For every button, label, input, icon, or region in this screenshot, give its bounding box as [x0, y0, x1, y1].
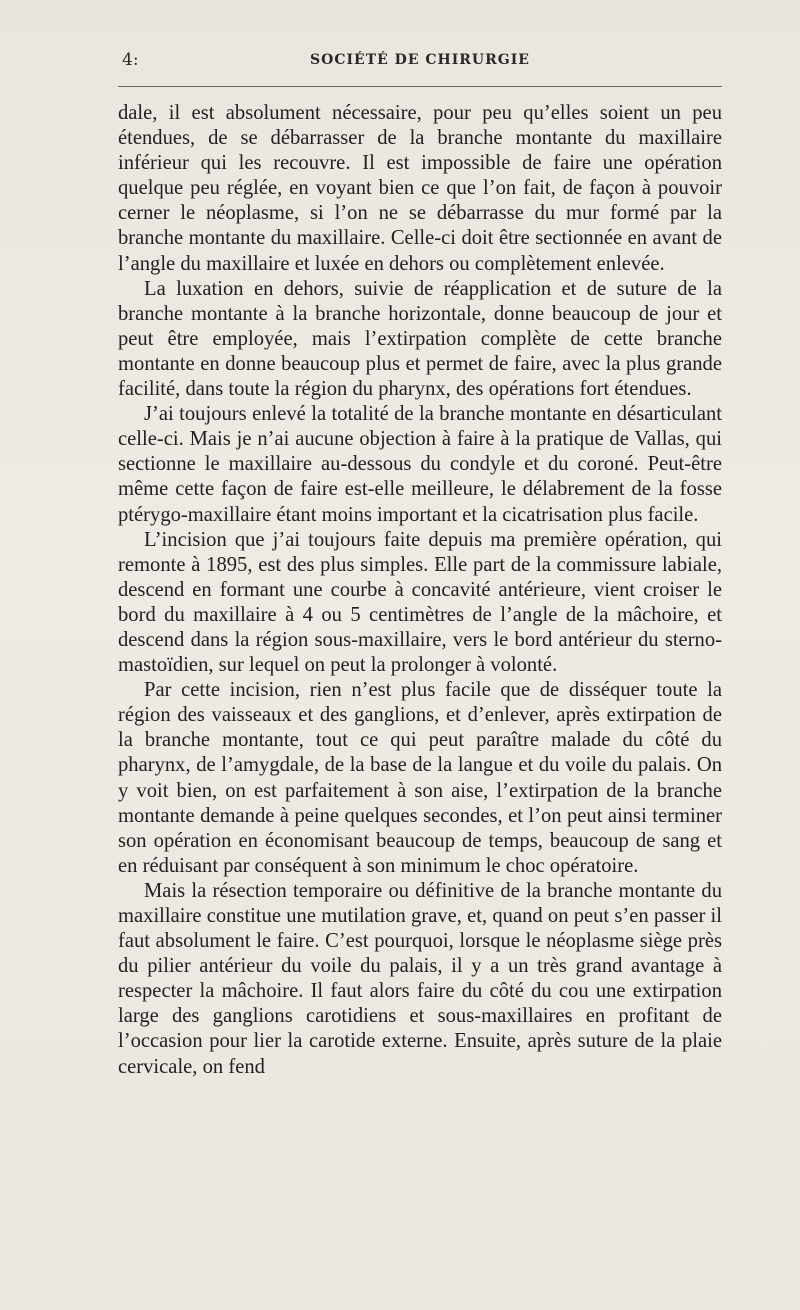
paragraph: dale, il est absolument nécessaire, pour peu qu’elles soient un peu étendues, de se débarrasser de la branche montante du maxillaire inférieur qui les recouvre. Il est impossible de faire une opération quelque peu réglée, en voyant bien ce que l’on fait, de façon à pouvoir cerner le néoplasme, si l’on ne se débarrasse du mur formé par la branche montante du maxillaire. Celle-ci doit être sectionnée en avant de l’angle du maxillaire et luxée en dehors ou complètement enlevée.: [118, 102, 722, 275]
body-text: [118, 101, 722, 1080]
paragraph: Mais la résection temporaire ou définitive de la branche montante du maxillaire constitue une mutilation grave, et, quand on peut s’en passer il faut absolument le faire. C’est pourquoi, lorsque le néoplasme siège près du pilier antérieur du voile du palais, il y a un très grand avantage à respecter la mâchoire. Il faut alors faire du côté du cou une extirpation large des ganglions carotidiens et sous-maxillaires en profitant de l’occasion pour lier la carotide externe. Ensuite, après suture de la plaie cervicale, on fend: [118, 879, 722, 1078]
running-head: SOCIÉTÉ DE CHIRURGIE: [310, 52, 530, 68]
paragraph: La luxation en dehors, suivie de réapplication et de suture de la branche montante à la branche horizontale, donne beaucoup de jour et peut être employée, mais l’extirpation complète de cette branche montante en donne beaucoup plus et permet de faire, avec la plus grande facilité, dans toute la région du pharynx, des opérations fort étendues.: [118, 277, 722, 401]
paragraph: J’ai toujours enlevé la totalité de la branche montante en désarticulant celle-ci. Mais je n’ai aucune objection à faire à la pratique de Vallas, qui sectionne le maxillaire au-dessous du condyle et du coroné. Peut-être même cette façon de faire est-elle meilleure, le délabrement de la fosse ptérygo-maxillaire étant moins important et la cicatrisation plus facile.: [118, 403, 722, 526]
paragraph: L’incision que j’ai toujours faite depuis ma première opération, qui remonte à 1895, est des plus simples. Elle part de la commissure labiale, descend en formant une courbe à concavité antérieure, vient croiser le bord du maxillaire à 4 ou 5 centimètres de l’angle de la mâchoire, et descend dans la région sous-maxillaire, vers le bord antérieur du sterno-mastoïdien, sur lequel on peut la prolonger à volonté.: [118, 528, 722, 677]
header-rule: [118, 86, 722, 87]
page-number: 4:: [122, 50, 139, 70]
paragraph: Par cette incision, rien n’est plus facile que de disséquer toute la région des vaisseaux et des ganglions, et d’enlever, après extirpation de la branche montante, tout ce qui peut paraître malade du côté du pharynx, de l’amygdale, de la base de la langue et du voile du palais. On y voit bien, on est parfaitement à son aise, l’extirpation de la branche montante demande à peine quelques secondes, et l’on peut ainsi terminer son opération en économisant beaucoup de temps, beaucoup de sang et en réduisant par conséquent à son minimum le choc opératoire.: [118, 679, 722, 877]
page-header: [118, 50, 722, 72]
